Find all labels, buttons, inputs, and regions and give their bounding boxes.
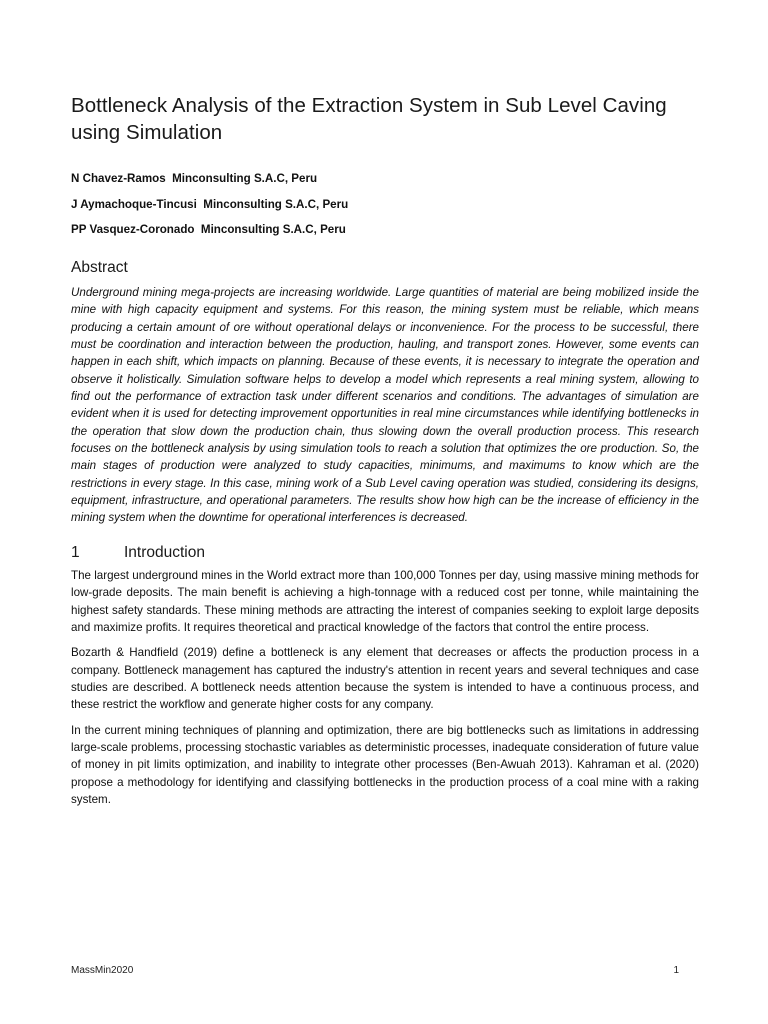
author-list (71, 172, 699, 237)
author-line: N Chavez-Ramos Minconsulting S.A.C, Peru (71, 172, 318, 185)
body-paragraph: The largest underground mines in the World extract more than 100,000 Tonnes per day, using massive mining methods for low-grade deposits. The main benefit is achieving a high-tonnage with a reduced cost per tonne, while maintaining the highest safety standards. These mining methods are attracting the interest of companies seeking to exploit large deposits and maximize profits. It requires theoretical and practical knowledge of the factors that control the entire process. (71, 568, 699, 634)
footer-page-number: 1 (673, 965, 679, 976)
author-line: J Aymachoque-Tincusi Minconsulting S.A.C, Peru (71, 197, 349, 211)
page-footer (71, 965, 679, 977)
paper-content (71, 92, 699, 808)
section-title: Introduction (124, 543, 205, 561)
footer-conference-name: MassMin2020 (71, 965, 134, 976)
body-paragraph: In the current mining techniques of planning and optimization, there are big bottlenecks such as limitations in addressing large-scale problems, processing stochastic variables as deterministic processes, inadequate consideration of future value of money in pit limits optimization, and inability to integrate other processes (Ben-Awuah 2013). Kahraman et al. (2020) propose a methodology for identifying and classifying bottlenecks in the production process of a coal mine with a raking system. (71, 723, 699, 806)
abstract-text: Underground mining mega-projects are increasing worldwide. Large quantities of material are being mobilized inside the mine with high capacity equipment and systems. For this reason, the mining system must be reliable, which means producing a certain amount of ore without operational delays or inconvenience. For the process to be successful, there must be coordination and interaction between the production, hauling, and transport zones. However, some events can happen in each shift, which impacts on planning. Because of these events, it is necessary to integrate the operation and observe it holistically. Simulation software helps to develop a model which represents a real mining system, allowing to find out the performance of extraction task under different scenarios and conditions. The advantages of simulation are evident when it is used for detecting improvement opportunities in real mine circumstances while identifying bottlenecks in the operation that slow down the production chain, thus slowing down the overall production process. This research focuses on the bottleneck analysis by using simulation tools to reach a solution that optimizes the ore production. So, the main stages of production were analyzed to study capacities, minimums, and maximums to know which are the restrictions in every stage. In this case, mining work of a Sub Level caving operation was studied, considering its designs, equipment, infrastructure, and operational parameters. The results show how high can be the increase of efficiency in the mining system when the downtime for operational interferences is decreased. (71, 286, 699, 525)
author-line: PP Vasquez-Coronado Minconsulting S.A.C, Peru (71, 223, 346, 236)
paper-title: Bottleneck Analysis of the Extraction System in Sub Level Caving using Simulation (71, 94, 667, 144)
section-heading-introduction (71, 543, 699, 563)
abstract-heading: Abstract (71, 259, 128, 276)
body-paragraph: Bozarth & Handfield (2019) define a bottleneck is any element that decreases or affects the production process in a company. Bottleneck management has captured the industry's attention in recent years and several techniques and case studies are described. A bottleneck needs attention because the system is intended to have a continuous process, and these restrict the workflow and generate higher costs for any company. (71, 646, 699, 712)
section-number: 1 (71, 543, 80, 561)
